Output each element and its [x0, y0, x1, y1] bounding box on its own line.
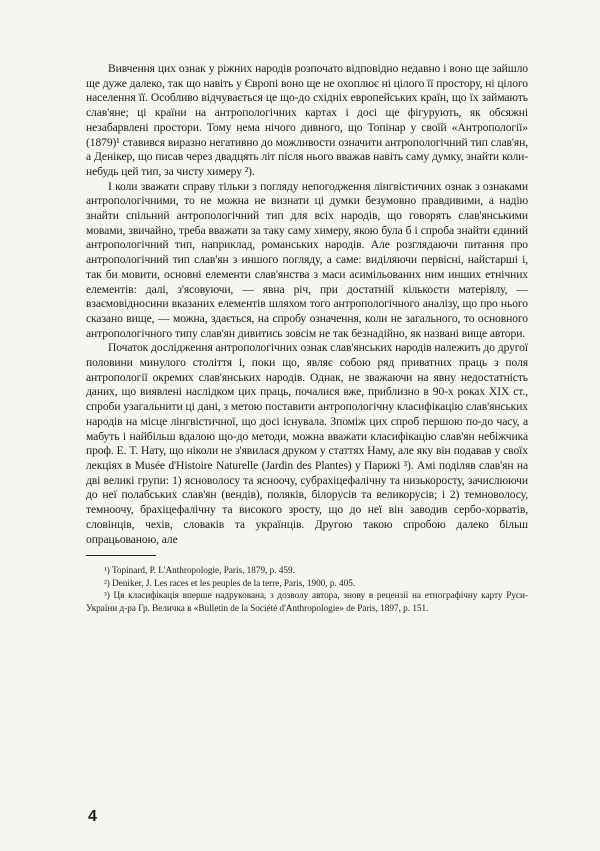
footnote-2: ²) Deniker, J. Les races et les peuples de la terre, Paris, 1900, p. 405. [104, 577, 356, 588]
paragraph-3: Початок дослідження антропологічних ознак слав'янських народів належить до другої половини минулого століття і, поки що, являє собою ряд приватних праць з поля антропології окремих слав'янських народів. Однак, не зважаючи на явну недостатність даних, що виявлені наслідком цих праць, почалися вже, приблизно в 90-х роках XIX ст., спроби узагальнити ці дані, з метою поставити антропологічну класифікацію слав'янських народів на місце лінгвістичної, що досі існувала. Зпоміж цих спроб першою по-до часу, а мабуть і найбільш вдалою що-до методи, можна вважати класифікацію слав'ян небіжчика проф. Е. Т. Нату, що ніколи не з'явилася друком у статтях Наму, але яку він подавав у своїх лекціях в Musée d'Histoire Naturelle (Jardin des Plantes) у Парижі ³). Амі поділяв слав'ян на дві великі групи: 1) ясноволосу та ясноочу, субрахіцефалічну та низькоросту, зачислюючи до неї полабських слав'ян (вендів), поляків, білорусів та великорусів; і 2) темноволосу, темноочу, брахіцефалічну та високого зросту, що до неї він заводив сербо-хорватів, словінців, чехів, словаків та українців. Другою такою спробою далеко більш опрацьованою, але [86, 341, 528, 546]
footnote-divider [86, 555, 156, 556]
footnote-3: ³) Ця класифікація вперше надрукована, з дозволу автора, знову в рецензії на етнографічну карту Руси-України д-ра Гр. Величка в «Bulletin de la Société d'Anthropologie» de Paris, 1897, p. 151. [86, 590, 528, 613]
footnote-1: ¹) Topinard, P. L'Anthropologie, Paris, 1879, p. 459. [104, 565, 295, 576]
paragraph-1: Вивчення цих ознак у ріжних народів розпочато відповідно недавно і воно ще зайшло ще дуже далеко, так що навіть у Європі воно ще не охоплює ні цілого її простору, ні цілого населення її. Особливо відчувається це що-до східніх европейських країн, що їх займають слав'яне; ці країни на антропологічних картах і досі ще фігурують, як обсяжні незабарвлені простори. Тому нема нічого дивного, що Топінар у своїй «Антропології» (1879)¹ ставився виразно негативно до можливости означити антропологічний тип слав'ян, а Денікер, що писав через двадцять літ після нього вважав навіть саму думку, знайти коли-небудь цей тип, за чисту химеру ²). [86, 62, 528, 178]
page-body [86, 62, 528, 615]
paragraph-2: І коли зважати справу тільки з погляду непогодження лінгвістичних ознак з ознаками антропологічними, то не можна не визнати ці думки безумовно правдивими, а надію знайти спільний антропологічний тип для всіх народів, що говорять слав'янськими мовами, звичайно, треба вважати за таку саму химеру, якою була б і спроба знайти єдиний антропологічний тип, наприклад, романських народів. Але розглядаючи питання про антропологічний тип слав'ян з иншого погляду, а саме: виділяючи первісні, найстарші і, так би мовити, основні елементи слав'янства з маси асимільованих ним инших етнічних елементів: далі, з'ясовуючи, — явна річ, при достатній кількости матеріялу, — взаємовідносини вказаних елементів шляхом того антропологічного аналізу, що про нього сказано вище, — можна, здається, на спробу означення, коли не загального, то основного антропологічного типу слав'ян дивитись зовсім не так безнадійно, як названі вище автори. [86, 179, 528, 340]
page-number: 4 [88, 808, 97, 825]
